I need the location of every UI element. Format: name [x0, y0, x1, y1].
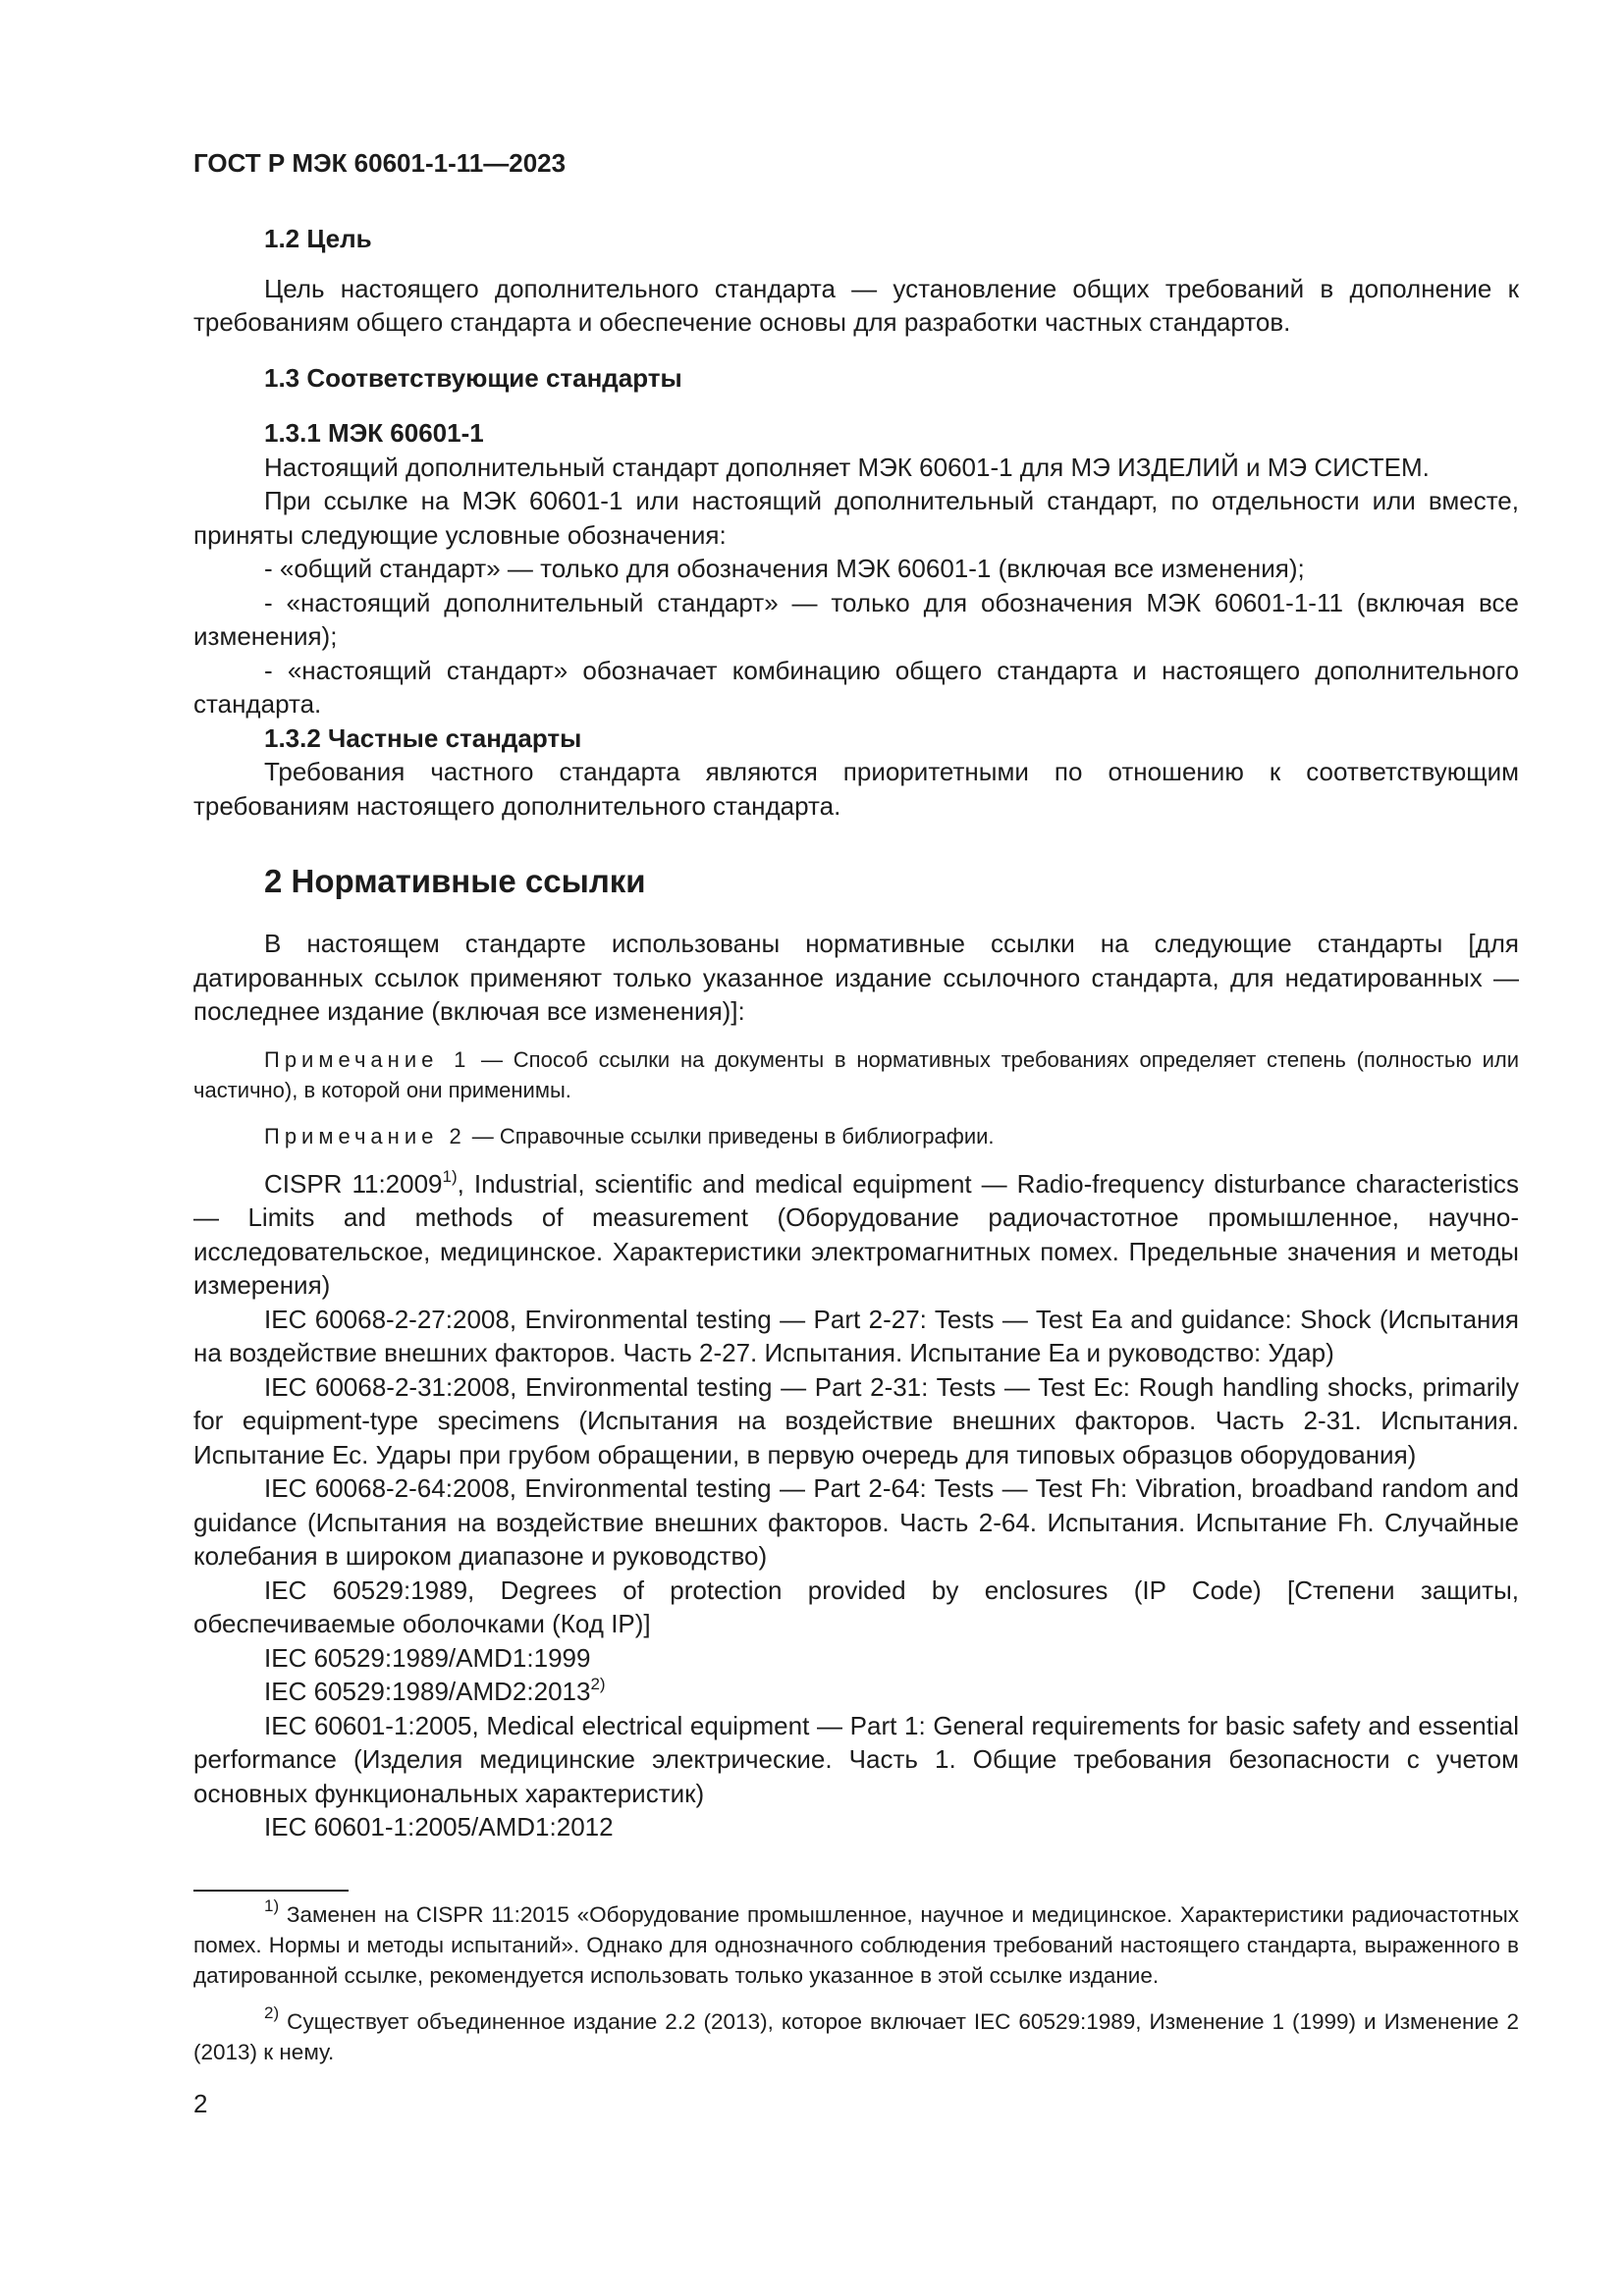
section-1-3-1-paragraph-2: При ссылке на МЭК 60601-1 или настоящий дополнительный стандарт, по отдельности или вместе, приняты следующие условные обозначения: — [193, 486, 1519, 550]
section-1-3-2-heading: 1.3.2 Частные стандарты — [264, 722, 582, 753]
reference-iec-60529: IEC 60529:1989, Degrees of protection provided by enclosures (IP Code) [Степени защиты, обеспечиваемые оболочками (Код IP)] — [193, 1575, 1519, 1638]
footnote-text: Заменен на CISPR 11:2015 «Оборудование промышленное, научное и медицинское. Характеристики радиочастотных помех. Нормы и методы испытаний». Однако для однозначного соблюдения требований настоящего стандарта, выраженного в датированной ссылке, рекомендуется использовать только указанное в этой ссылке издание. — [193, 1901, 1519, 1988]
note-2 — [193, 1121, 1519, 1151]
note-1-text: — Способ ссылки на документы в нормативных требованиях определяет степень (полностью или частично), в которой они применимы. — [193, 1046, 1519, 1102]
note-1 — [193, 1044, 1519, 1105]
section-1-3-heading: 1.3 Соответствующие стандарты — [264, 362, 682, 393]
reference-iec-60068-2-31: IEC 60068-2-31:2008, Environmental testing — Part 2-31: Tests — Test Ec: Rough handling shocks, primarily for equipment-type specimens (Испытания на воздействие внешних факторов. Часть 2-31. Испытания. Испытание Ес. Удары при грубом обращении, в первую очередь для типовых образцов оборудования) — [193, 1371, 1519, 1469]
reference-iec-60601-1-amd1: IEC 60601-1:2005/AMD1:2012 — [264, 1812, 614, 1842]
reference-cispr-11 — [193, 1167, 1519, 1303]
section-1-3-2-body: Требования частного стандарта являются приоритетными по отношению к соответствующим требованиям настоящего дополнительного стандарта. — [193, 757, 1519, 821]
reference-iec-60529-amd1: IEC 60529:1989/AMD1:1999 — [264, 1642, 591, 1673]
footnote-2 — [193, 2002, 1519, 2067]
note-1-label: Примечание 1 — [264, 1046, 471, 1072]
page-content — [193, 145, 1519, 2120]
reference-iec-60529-amd2 — [193, 1675, 1519, 1709]
section-1-3-1-paragraph-1: Настоящий дополнительный стандарт дополняет МЭК 60601-1 для МЭ ИЗДЕЛИЙ и МЭ СИСТЕМ. — [264, 452, 1430, 482]
note-2-label: Примечание 2 — [264, 1123, 466, 1148]
reference-code: CISPR 11:2009 — [264, 1168, 443, 1199]
list-item: - «общий стандарт» — только для обозначения МЭК 60601-1 (включая все изменения); — [264, 554, 1305, 583]
footnote-divider — [193, 1890, 349, 1892]
page-number: 2 — [193, 2088, 208, 2118]
document-header: ГОСТ Р МЭК 60601-1-11—2023 — [193, 148, 567, 178]
reference-iec-60068-2-27: IEC 60068-2-27:2008, Environmental testing — Part 2-27: Tests — Test Ea and guidance: Shock (Испытания на воздействие внешних факторов. Часть 2-27. Испытания. Испытание Еа и руководство: Удар) — [193, 1304, 1519, 1367]
section-1-2-body: Цель настоящего дополнительного стандарта — установление общих требований в дополнение к требованиям общего стандарта и обеспечение основы для разработки частных стандартов. — [193, 273, 1519, 337]
reference-code: IEC 60529:1989/AMD2:2013 — [264, 1677, 591, 1706]
footnote-marker: 2) — [264, 2002, 280, 2022]
reference-iec-60068-2-64: IEC 60068-2-64:2008, Environmental testing — Part 2-64: Tests — Test Fh: Vibration, broadband random and guidance (Испытания на воздействие внешних факторов. Часть 2-64. Испытания. Испытание Fh. Случайные колебания в широком диапазоне и руководство) — [193, 1473, 1519, 1571]
section-2-intro: В настоящем стандарте использованы нормативные ссылки на следующие стандарты [для датированных ссылок применяют только указанное издание ссылочного стандарта, для недатированных — последнее издание (включая все изменения)]: — [193, 929, 1519, 1026]
section-1-3-1-heading: 1.3.1 МЭК 60601-1 — [264, 418, 484, 448]
section-1-2-heading: 1.2 Цель — [264, 224, 372, 253]
footnote-1 — [193, 1896, 1519, 1991]
footnote-marker[interactable]: 1) — [442, 1166, 458, 1186]
section-2-heading: 2 Нормативные ссылки — [264, 863, 646, 899]
list-item: - «настоящий стандарт» обозначает комбинацию общего стандарта и настоящего дополнительного стандарта. — [193, 655, 1519, 719]
footnote-marker[interactable]: 2) — [590, 1675, 606, 1693]
reference-text: , Industrial, scientific and medical equipment — Radio-frequency disturbance characteristics — Limits and methods of measurement (Оборудование радиочастотное промышленное, научно-исследовательское, медицинское. Характеристики электромагнитных помех. Предельные значения и методы измерения) — [193, 1168, 1519, 1300]
footnote-marker: 1) — [264, 1896, 280, 1915]
list-item: - «настоящий дополнительный стандарт» — только для обозначения МЭК 60601-1-11 (включая все изменения); — [193, 587, 1519, 651]
note-2-text: — Справочные ссылки приведены в библиографии. — [465, 1123, 995, 1148]
footnote-text: Существует объединенное издание 2.2 (2013), которое включает IEC 60529:1989, Изменение 1 (1999) и Изменение 2 (2013) к нему. — [193, 2008, 1519, 2064]
reference-iec-60601-1: IEC 60601-1:2005, Medical electrical equipment — Part 1: General requirements for basic safety and essential performance (Изделия медицинские электрические. Часть 1. Общие требования безопасности с учетом основных функциональных характеристик) — [193, 1710, 1519, 1808]
